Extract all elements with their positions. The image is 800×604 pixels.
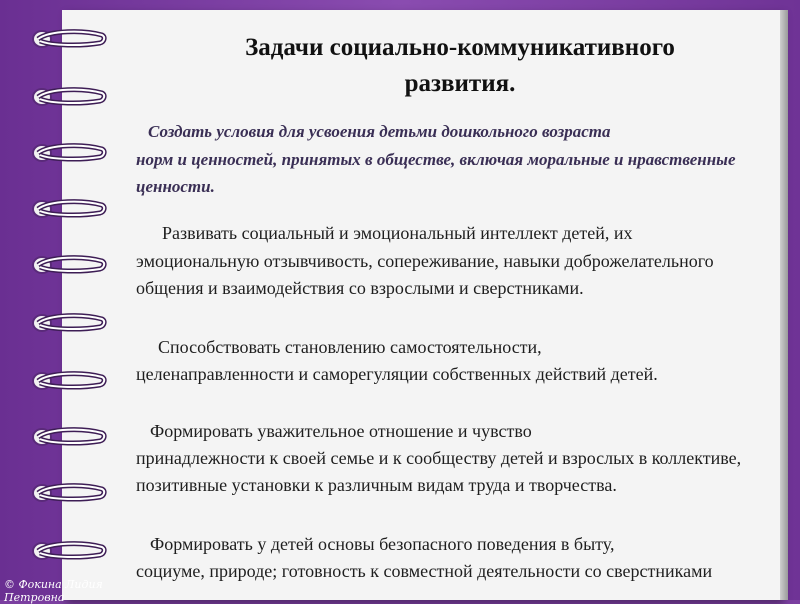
task-5-lead: Формировать у детей основы безопасного поведения в быту, — [150, 534, 615, 554]
spiral-ring-icon — [28, 312, 108, 334]
spiral-ring-icon — [28, 28, 108, 50]
spiral-ring-icon — [28, 540, 108, 562]
title-line-1: Задачи социально-коммуникативного — [245, 34, 675, 61]
spiral-ring-icon — [28, 142, 108, 164]
task-5-rest: социуме, природе; готовность к совместной деятельности со сверстниками — [136, 561, 713, 581]
spiral-ring-icon — [28, 254, 108, 276]
task-3-rest: целенаправленности и саморегуляции собственных действий детей. — [136, 364, 658, 384]
title-line-2: развития. — [404, 70, 516, 97]
task-4-rest: принадлежности к своей семье и к сообществу детей и взрослых в коллективе, позитивные установки к различным видам труда и творчества. — [136, 448, 742, 495]
spiral-ring-icon — [28, 370, 108, 392]
task-3-lead: Способствовать становлению самостоятельности, — [158, 337, 542, 357]
spiral-ring-icon — [28, 86, 108, 108]
spiral-binding — [0, 0, 120, 600]
page-edge — [780, 10, 788, 600]
task-2-rest: эмоциональную отзывчивость, сопереживание, навыки доброжелательного общения и взаимодействия со взрослыми и сверстниками. — [136, 251, 714, 298]
task-1-lead: Создать условия для усвоения детьми дошкольного возраста — [148, 122, 611, 141]
slide-title — [180, 30, 740, 102]
task-1-rest: норм и ценностей, принятых в обществе, включая моральные и нравственные ценности. — [136, 150, 736, 196]
author-watermark: © Фокина Лидия Петровна — [4, 578, 103, 604]
spiral-ring-icon — [28, 426, 108, 448]
spiral-ring-icon — [28, 198, 108, 220]
spiral-ring-icon — [28, 482, 108, 504]
task-4-lead: Формировать уважительное отношение и чувство — [150, 421, 532, 441]
task-2-lead: Развивать социальный и эмоциональный интеллект детей, их — [162, 223, 633, 243]
